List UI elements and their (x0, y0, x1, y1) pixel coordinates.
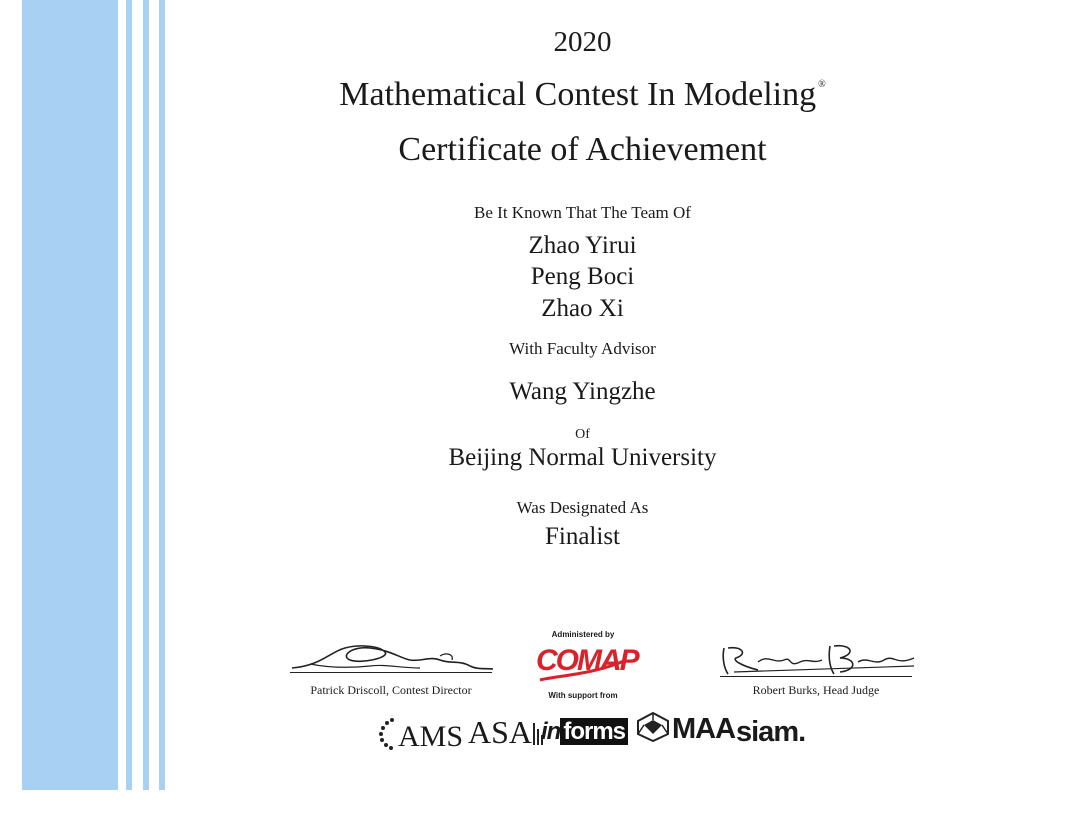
contest-title-text: Mathematical Contest In Modeling (339, 76, 817, 113)
registered-mark: ® (818, 79, 826, 90)
informs-text-a: in (541, 718, 561, 745)
asa-logo (468, 714, 546, 751)
siam-logo: siam. (736, 716, 806, 748)
known-text: Be It Known That The Team Of (474, 203, 691, 222)
judge-signature-line (720, 676, 912, 677)
informs-text-b: forms (560, 718, 628, 745)
administered-by-label: Administered by (551, 630, 615, 639)
informs-logo (541, 718, 628, 746)
advisor-name: Wang Yingzhe (509, 378, 656, 405)
border-stripe-3 (159, 0, 165, 790)
ams-dots-icon (378, 716, 396, 752)
border-stripe-2 (143, 0, 149, 790)
team-member-2: Peng Boci (530, 263, 635, 290)
contest-title (290, 76, 875, 114)
designation-value: Finalist (544, 523, 620, 550)
judge-caption: Robert Burks, Head Judge (752, 683, 880, 697)
support-label: With support from (548, 691, 618, 700)
certificate-body (290, 0, 875, 560)
contest-year: 2020 (553, 26, 612, 58)
comap-block (528, 630, 638, 700)
judge-signature-drawing (718, 640, 918, 680)
ams-text: AMS (398, 720, 464, 753)
maa-text: MAA (672, 713, 736, 745)
maa-logo (636, 712, 735, 746)
border-stripe-wide (22, 0, 118, 790)
of-label: Of (575, 427, 590, 442)
director-caption: Patrick Driscoll, Contest Director (310, 683, 472, 697)
certificate-subtitle: Certificate of Achievement (398, 131, 767, 168)
designation-label: Was Designated As (516, 498, 649, 517)
director-signature-line (290, 672, 492, 673)
team-member-1: Zhao Yirui (528, 232, 637, 259)
judge-signature (718, 640, 918, 680)
ams-logo (378, 716, 463, 754)
comap-wordmark: COMAP (536, 644, 638, 677)
maa-polyhedron-icon (636, 712, 670, 742)
institution-name: Beijing Normal University (448, 444, 717, 471)
advisor-label: With Faculty Advisor (509, 339, 656, 358)
team-member-3: Zhao Xi (541, 295, 624, 322)
border-stripe-1 (126, 0, 132, 790)
asa-text: ASA (468, 714, 533, 750)
